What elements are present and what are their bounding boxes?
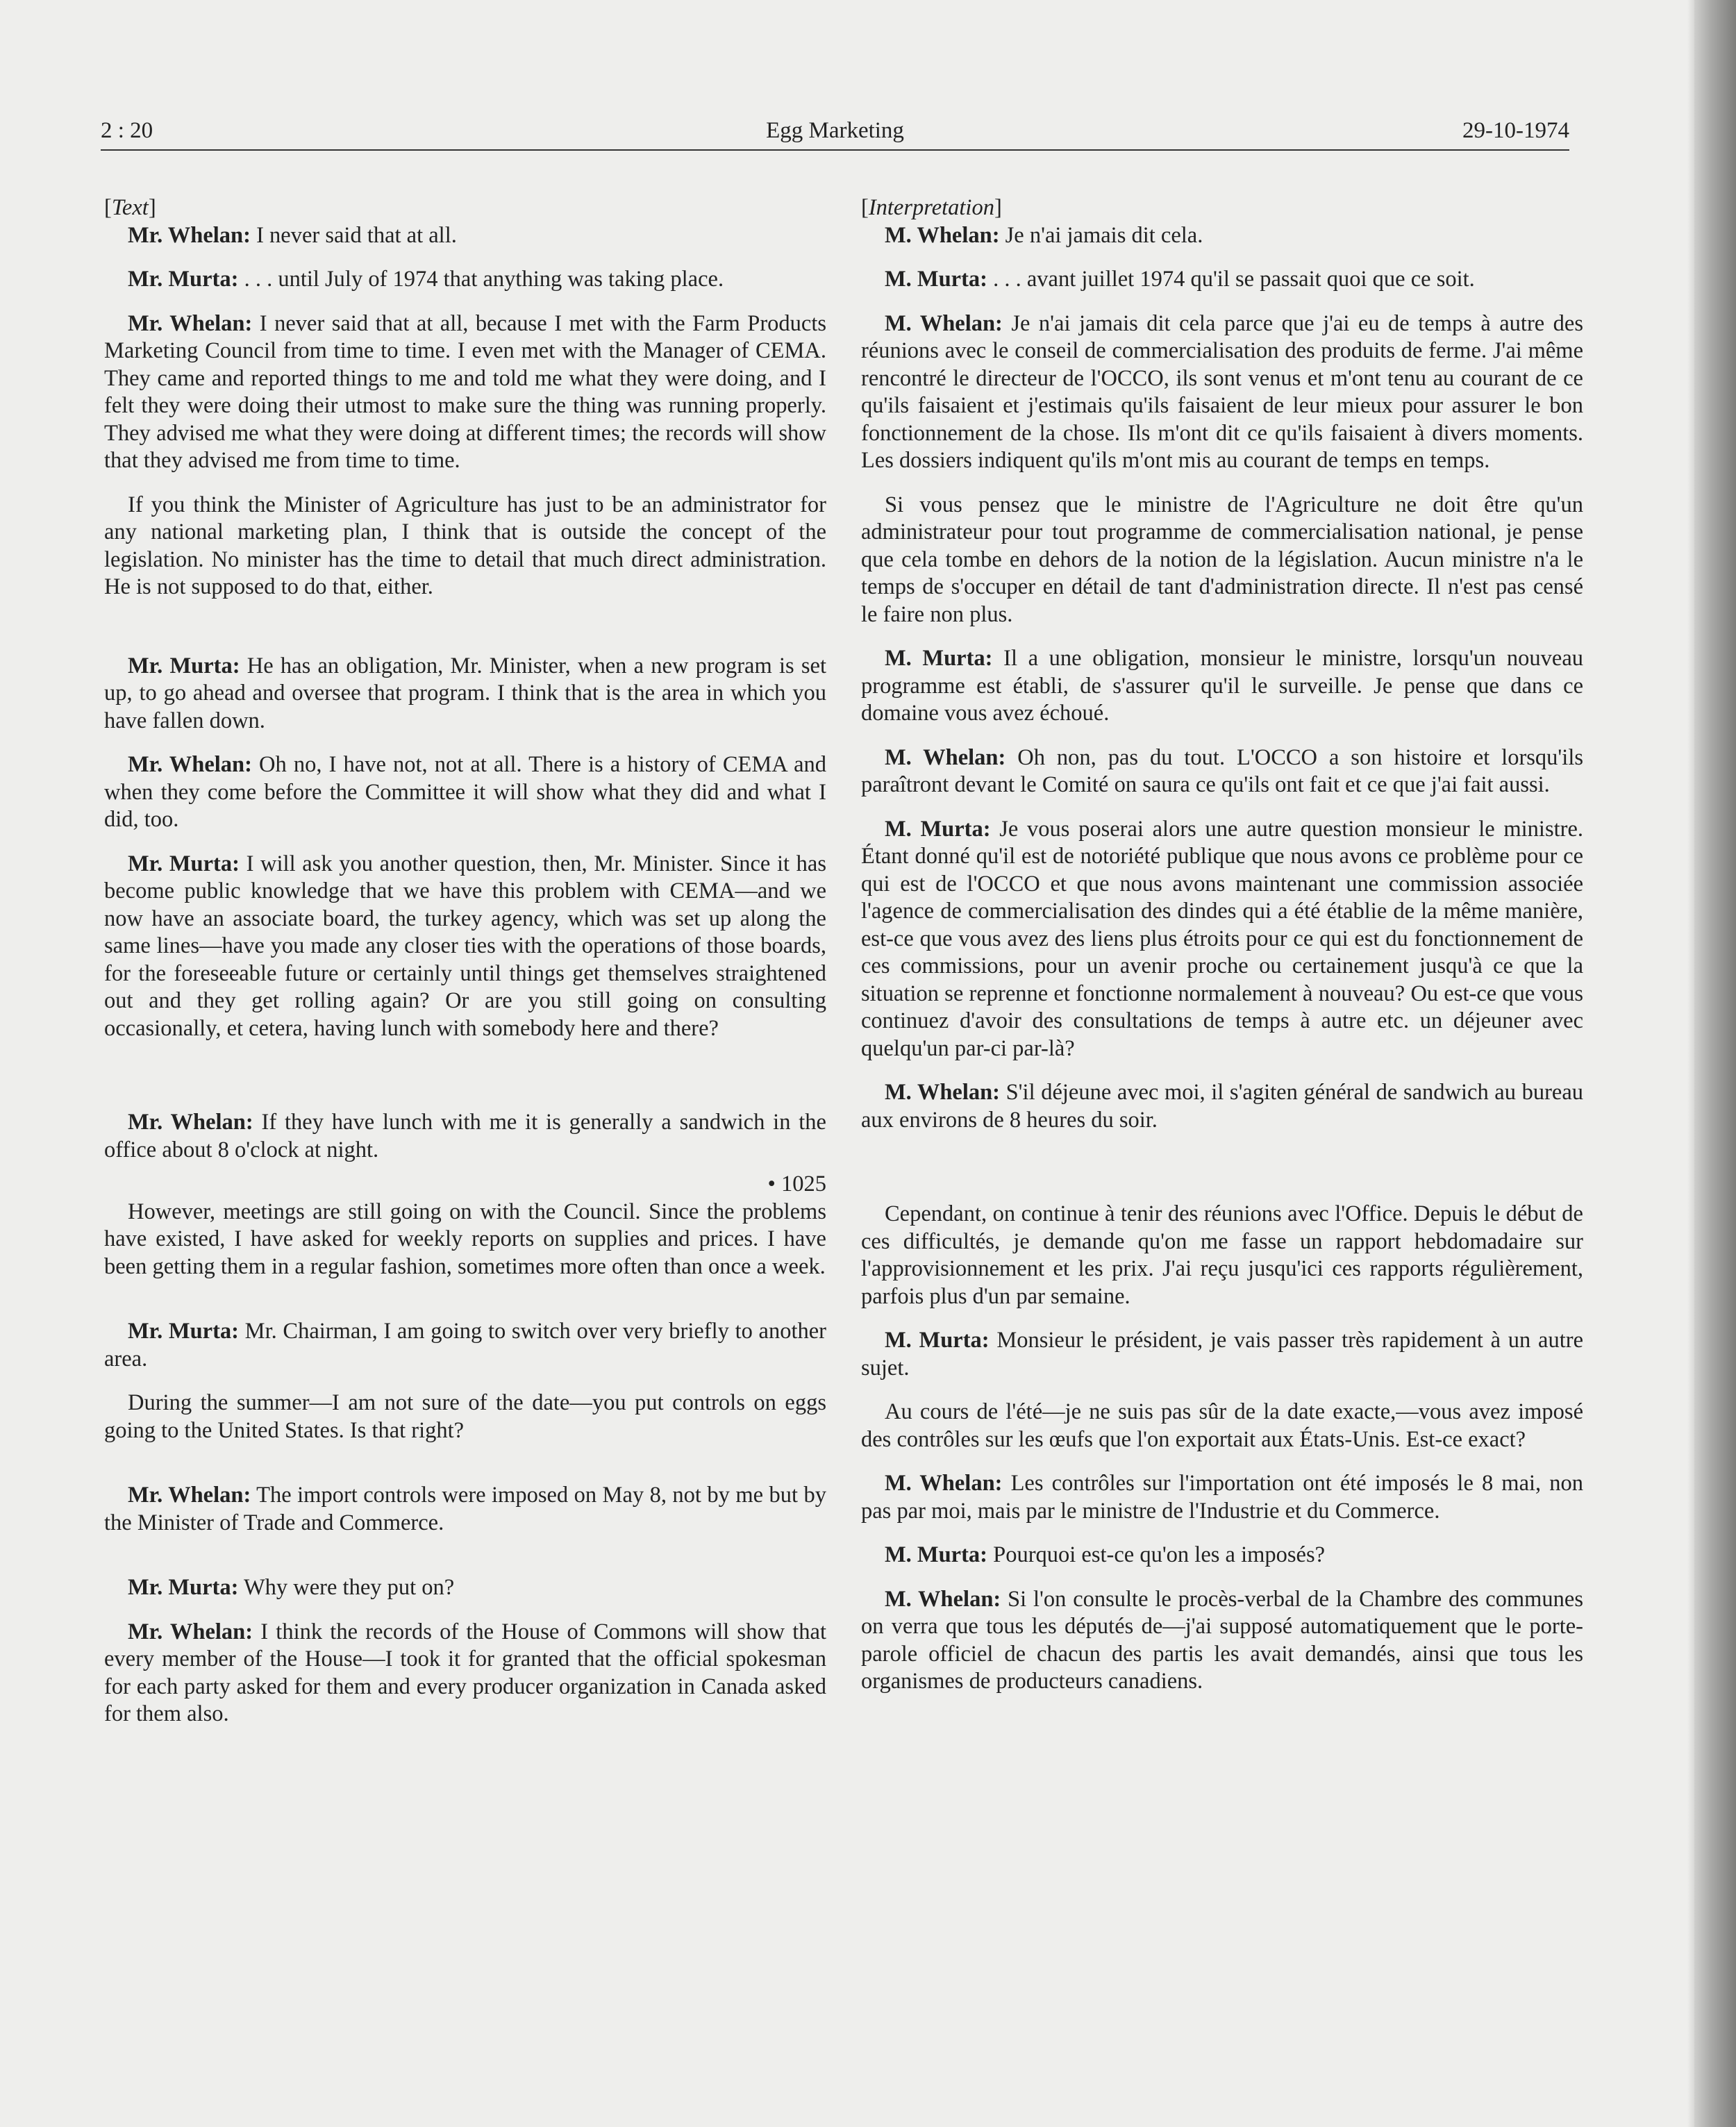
speaker: Mr. Whelan: — [128, 752, 252, 777]
speaker: Mr. Whelan: — [128, 1619, 253, 1644]
english-column — [104, 194, 826, 1745]
paragraph: M. Whelan: Les contrôles sur l'importation ont été imposés le 8 mai, non pas par moi, mais par le ministre de l'Industrie et du Commerce. — [861, 1471, 1584, 1524]
section-tag: [Text] — [104, 195, 156, 220]
page-edge-shadow — [1687, 0, 1694, 2127]
paragraph: Mr. Whelan: I never said that at all, because I met with the Farm Products Marketing Council from time to time. I even met with the Manager of CEMA. They came and reported things to me and told me what they were doing, and I felt they were doing their utmost to make sure the thing was running properly. They advised me what they were doing at different times; the records will show that they advised me from time to time. — [104, 310, 826, 473]
speaker: Mr. Whelan: — [128, 1483, 251, 1508]
speaker: M. Murta: — [885, 1542, 987, 1567]
paragraph: Mr. Murta: Mr. Chairman, I am going to switch over very briefly to another area. — [104, 1319, 827, 1371]
speaker: Mr. Whelan: — [128, 222, 251, 248]
speaker: Mr. Whelan: — [128, 1110, 253, 1135]
paragraph: Mr. Whelan: If they have lunch with me it is generally a sandwich in the office about 8 o'clock at night. — [104, 1110, 826, 1162]
paragraph: M. Murta: Il a une obligation, monsieur le ministre, lorsqu'un nouveau programme est établi, de s'assurer qu'il le surveille. Je pense que dans ce domaine vous avez échoué. — [861, 646, 1583, 726]
paragraph: M. Murta: Monsieur le président, je vais passer très rapidement à un autre sujet. — [861, 1328, 1583, 1381]
speaker: Mr. Whelan: — [128, 310, 253, 336]
page-header — [101, 115, 1569, 151]
paragraph: M. Murta: . . . avant juillet 1974 qu'il se passait quoi que ce soit. — [885, 267, 1475, 292]
speaker: Mr. Murta: — [128, 267, 239, 292]
speaker: Mr. Murta: — [128, 653, 240, 678]
paragraph: M. Whelan: Si l'on consulte le procès-verbal de la Chambre des communes on verra que tous les députés de—j'ai supposé automatiquement que le porte-parole officiel de chacun des partis les avait demandés, ainsi que tous les organismes de producteurs canadiens. — [861, 1586, 1583, 1694]
speaker: M. Whelan: — [885, 1471, 1003, 1496]
speaker: M. Whelan: — [885, 222, 1000, 248]
paragraph: During the summer—I am not sure of the date—you put controls on eggs going to the United States. Is that right? — [104, 1390, 826, 1443]
paragraph: Mr. Whelan: I never said that at all. — [128, 222, 457, 248]
paragraph: Mr. Whelan: Oh no, I have not, not at all. There is a history of CEMA and when they come before the Committee it will show what they did and what I did, too. — [104, 752, 826, 832]
speaker: M. Whelan: — [885, 1586, 1001, 1612]
section-tag: [Interpretation] — [861, 195, 1002, 220]
running-title: Egg Marketing — [766, 118, 904, 143]
paragraph: M. Whelan: Je n'ai jamais dit cela. — [885, 222, 1203, 248]
paragraph: Mr. Murta: He has an obligation, Mr. Minister, when a new program is set up, to go ahead and oversee that program. I think that is the area in which you have fallen down. — [104, 653, 826, 733]
speaker: Mr. Murta: — [128, 1319, 239, 1344]
paragraph: Mr. Murta: Why were they put on? — [128, 1575, 455, 1600]
speaker: M. Murta: — [885, 267, 987, 292]
paragraph: M. Whelan: Je n'ai jamais dit cela parce que j'ai eu de temps à autre des réunions avec le conseil de commercialisation des produits de ferme. J'ai même rencontré le directeur de l'OCCO, ils sont venus et m'ont tenu au courant de ce qu'ils faisaient et j'estimais qu'ils faisaient de leur mieux pour assurer le bon fonctionnement de la chose. Ils m'ont dit ce qu'ils faisaient à divers moments. Les dossiers indiquent qu'ils m'ont mis au courant de temps en temps. — [861, 310, 1583, 473]
paragraph: Cependant, on continue à tenir des réunions avec l'Office. Depuis le début de ces difficultés, je demande qu'on me fasse un rapport hebdomadaire sur l'approvisionnement et les prix. J'ai reçu jusqu'ici ces rapports régulièrement, parfois plus d'un par semaine. — [861, 1201, 1583, 1309]
french-column — [861, 194, 1583, 1712]
paragraph: Si vous pensez que le ministre de l'Agriculture ne doit être qu'un administrateur pour tout programme de commercialisation national, je pense que cela tombe en dehors de la notion de la législation. Aucun ministre n'a le temps de s'occuper en détail de tant d'administration directe. Il n'est pas censé le faire non plus. — [861, 492, 1583, 627]
speaker: M. Whelan: — [885, 1080, 1000, 1105]
header-date: 29-10-1974 — [1462, 118, 1569, 143]
paragraph: Mr. Murta: I will ask you another question, then, Mr. Minister. Since it has become public knowledge that we have this problem with CEMA—and we now have an associate board, the turkey agency, which was set up along the same lines—have you made any closer ties with the operations of those boards, for the foreseeable future or certainly until things get themselves straightened out and they get rolling again? Or are you still going on consulting occasionally, et cetera, having lunch with somebody here and there? — [104, 851, 826, 1041]
time-marker: • 1025 — [767, 1171, 826, 1196]
paragraph: Mr. Whelan: I think the records of the House of Commons will show that every member of the House—I took it for granted that the official spokesman for each party asked for them and every producer organization in Canada asked for them also. — [104, 1619, 826, 1726]
speaker: Mr. Murta: — [128, 1575, 239, 1600]
paragraph: However, meetings are still going on with the Council. Since the problems have existed, I have asked for weekly reports on supplies and prices. I have been getting them in a regular fashion, sometimes more often than once a week. — [104, 1199, 826, 1279]
speaker: M. Murta: — [885, 646, 993, 671]
paragraph: M. Whelan: S'il déjeune avec moi, il s'agiten général de sandwich au bureau aux environs de 8 heures du soir. — [861, 1080, 1584, 1133]
speaker: M. Whelan: — [885, 310, 1003, 336]
paragraph: M. Murta: Pourquoi est-ce qu'on les a imposés? — [885, 1542, 1326, 1567]
paragraph: M. Whelan: Oh non, pas du tout. L'OCCO a son histoire et lorsqu'ils paraîtront devant le Comité on saura ce qu'ils ont fait et ce que j'ai fait aussi. — [861, 744, 1583, 797]
book-binding — [1694, 0, 1736, 2127]
speaker: Mr. Murta: — [128, 851, 240, 876]
paragraph: M. Murta: Je vous poserai alors une autre question monsieur le ministre. Étant donné qu'il est de notoriété publique que nous avons ce problème pour ce qui est de l'OCCO et que nous avons maintenant une commission associée l'agence de commercialisation des dindes qui a été établie de la même manière, est-ce que vous avez des liens plus étroits pour ce qui est du fonctionnement de ces commissions, pour un avenir proche ou certainement jusqu'à ce que la situation se reprenne et fonctionne normalement à nouveau? Ou est-ce que vous continuez d'avoir des consultations de temps à autre etc. un déjeuner avec quelqu'un par-ci par-là? — [861, 816, 1583, 1061]
paragraph: If you think the Minister of Agriculture has just to be an administrator for any national marketing plan, I think that is outside the concept of the legislation. No minister has the time to detail that much direct administration. He is not supposed to do that, either. — [104, 492, 826, 599]
paragraph: Mr. Whelan: The import controls were imposed on May 8, not by me but by the Minister of Trade and Commerce. — [104, 1483, 826, 1535]
speaker: M. Murta: — [885, 816, 991, 842]
speaker: M. Whelan: — [885, 744, 1006, 770]
page-number: 2 : 20 — [101, 118, 153, 143]
speaker: M. Murta: — [885, 1328, 990, 1353]
paragraph: Mr. Murta: . . . until July of 1974 that anything was taking place. — [128, 267, 724, 292]
paragraph: Au cours de l'été—je ne suis pas sûr de la date exacte,—vous avez imposé des contrôles sur les œufs que l'on exportait aux États-Unis. Est-ce exact? — [861, 1399, 1583, 1452]
